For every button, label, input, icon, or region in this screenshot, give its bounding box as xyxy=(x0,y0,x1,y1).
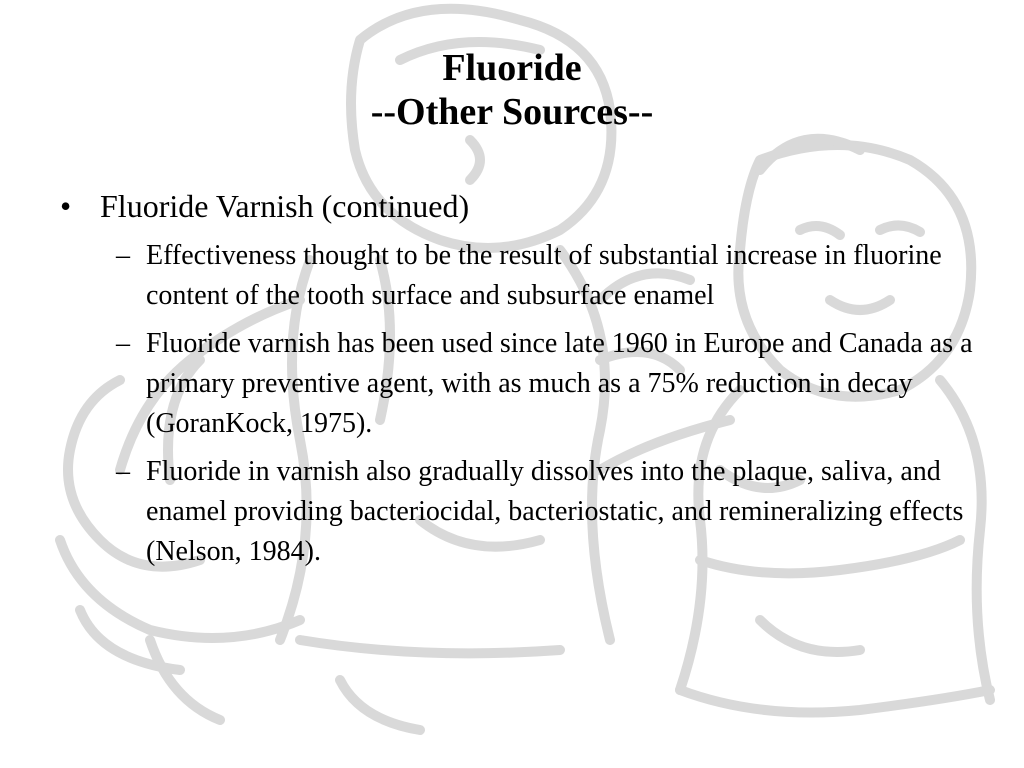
bullet-marker: • xyxy=(60,188,72,224)
bullet-item-fluoride-varnish xyxy=(56,186,986,226)
sub-bullet-text: Fluoride in varnish also gradually dissolves into the plaque, saliva, and enamel providing bacteriocidal, bacteriostatic, and remineralizing effects (Nelson, 1984). xyxy=(146,456,964,567)
sub-bullet-list xyxy=(56,236,986,572)
title-line-1: Fluoride xyxy=(442,47,582,89)
sub-bullet-marker: – xyxy=(116,328,130,359)
sub-bullet-effectiveness xyxy=(56,236,986,316)
bullet-list xyxy=(56,186,986,580)
sub-bullet-history xyxy=(56,324,986,444)
sub-bullet-marker: – xyxy=(116,240,130,271)
sub-bullet-text: Effectiveness thought to be the result of substantial increase in fluorine content of the tooth surface and subsurface enamel xyxy=(146,240,942,311)
sub-bullet-effects xyxy=(56,452,986,572)
slide-title xyxy=(0,46,1024,134)
sub-bullet-text: Fluoride varnish has been used since late 1960 in Europe and Canada as a primary preventive agent, with as much as a 75% reduction in decay (GoranKock, 1975). xyxy=(146,328,973,439)
bullet-text: Fluoride Varnish (continued) xyxy=(100,188,470,224)
sub-bullet-marker: – xyxy=(116,456,130,487)
title-line-2: --Other Sources-- xyxy=(370,91,654,133)
